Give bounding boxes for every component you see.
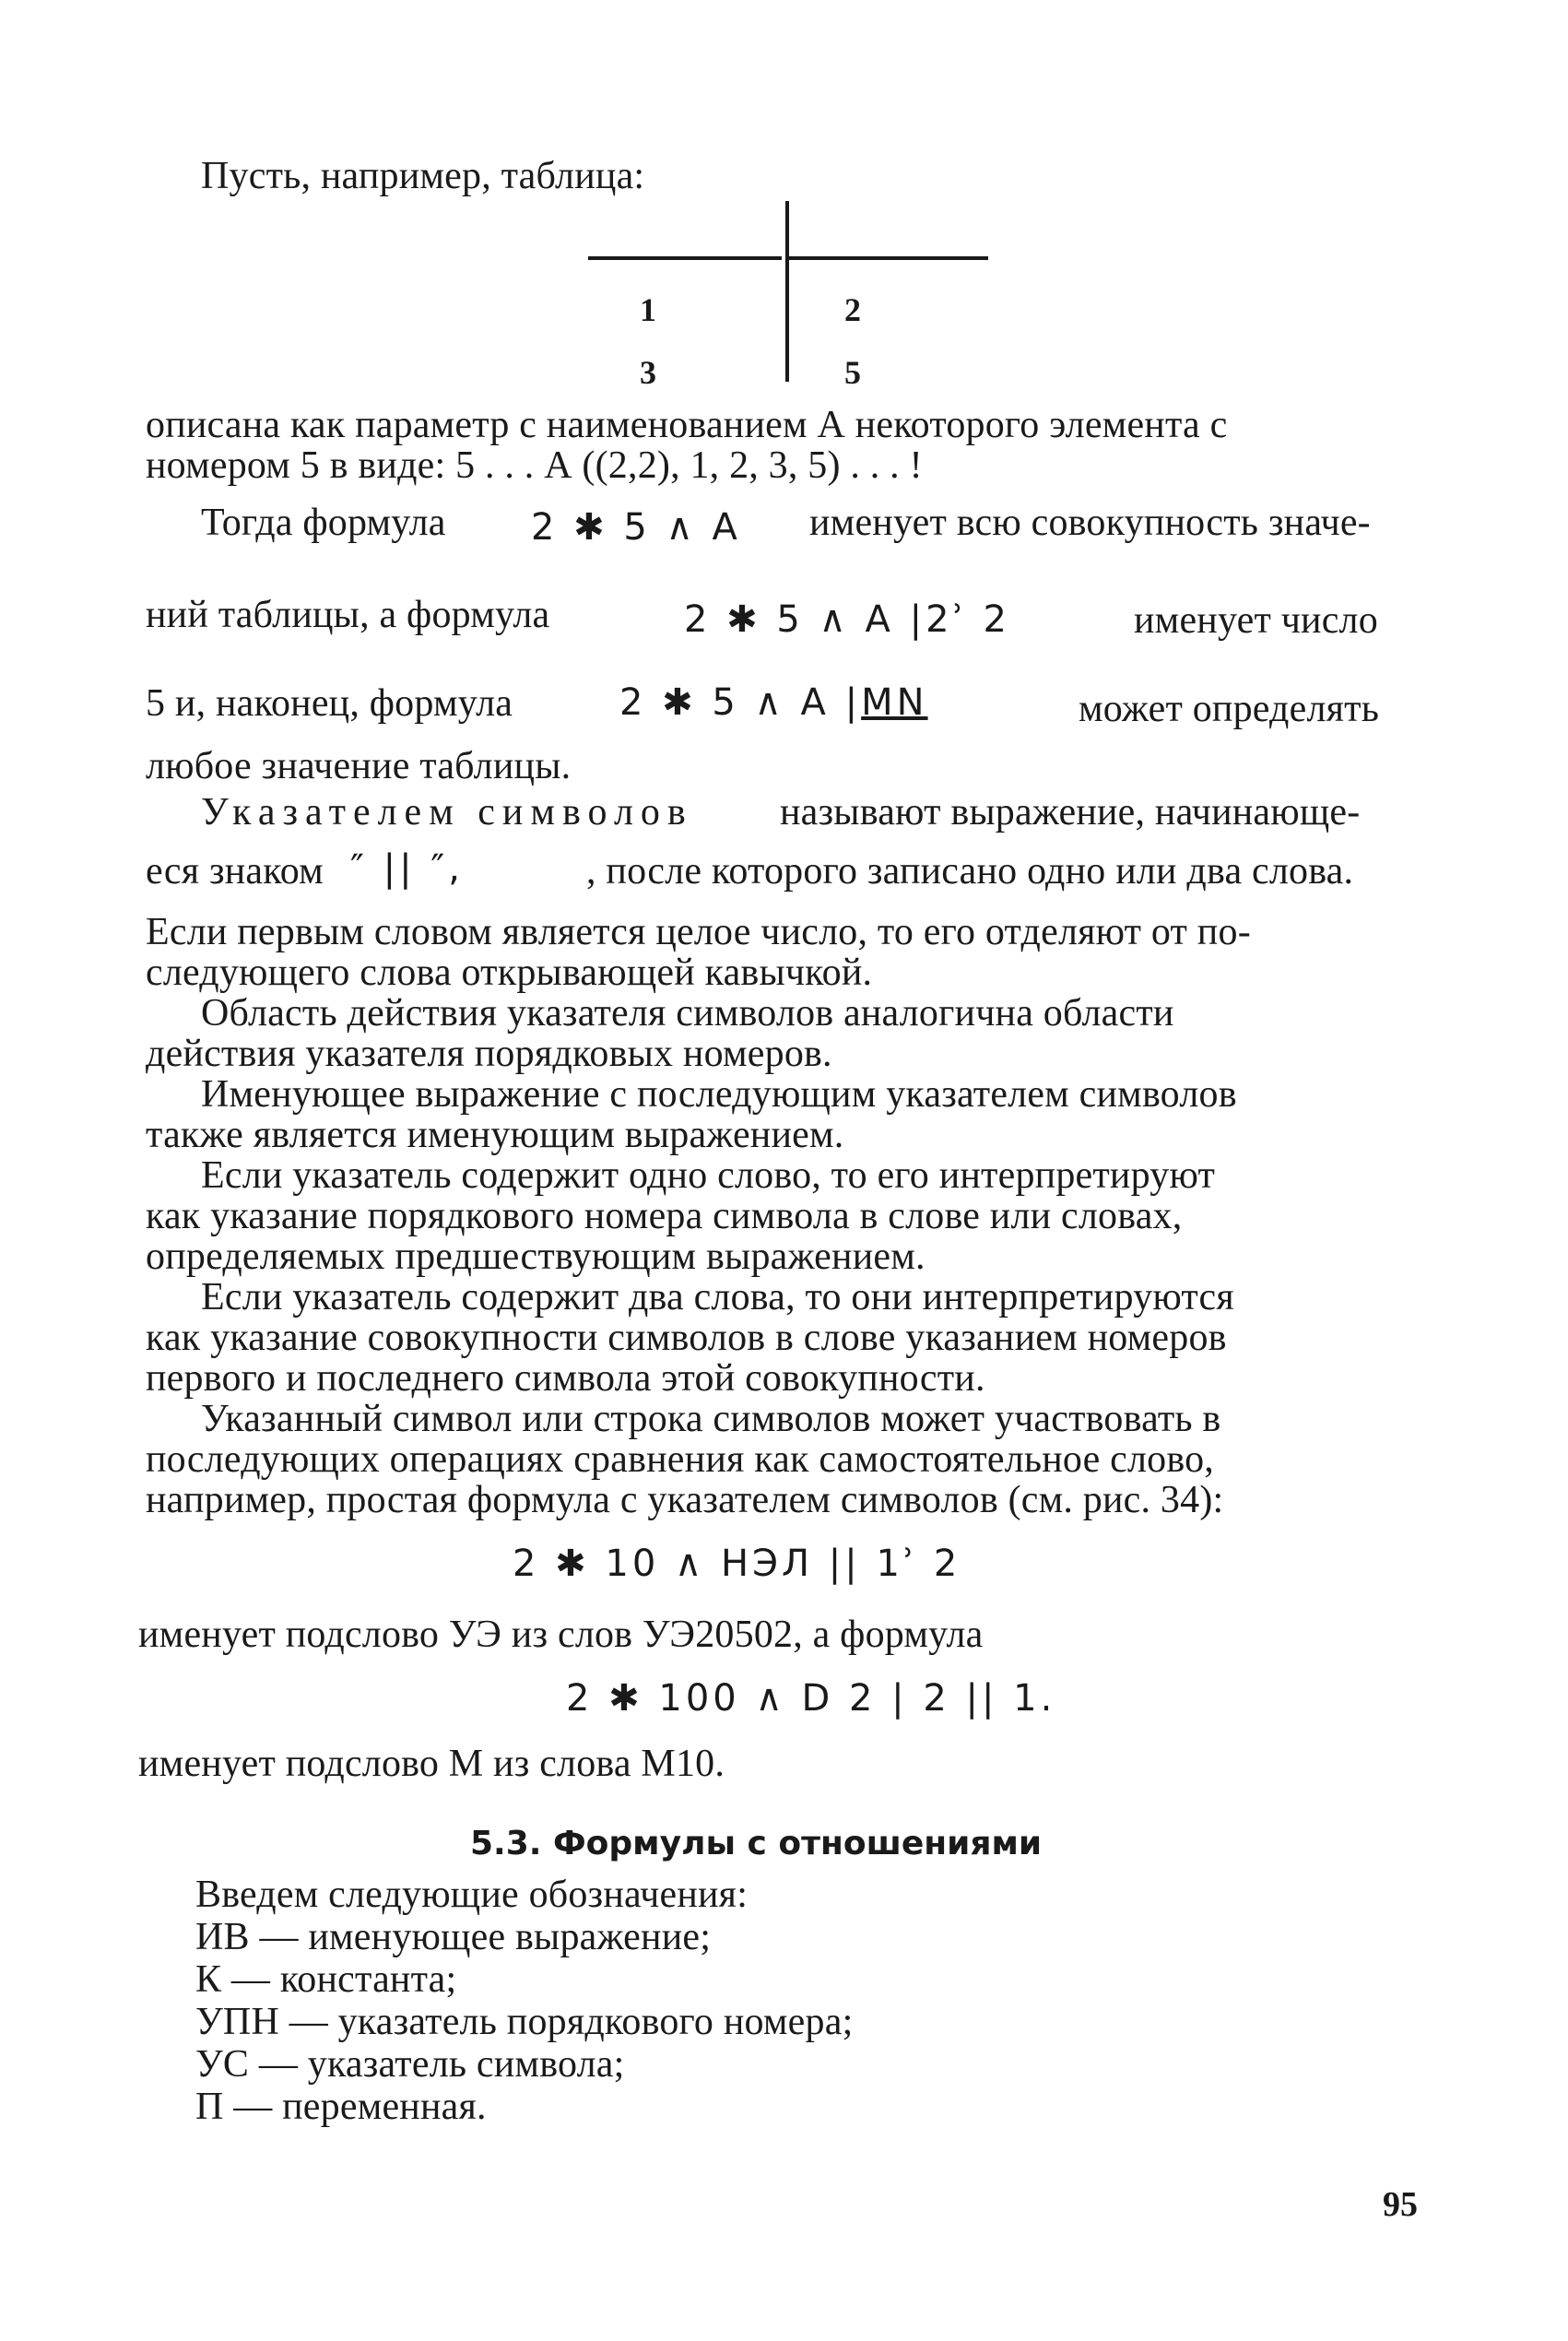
formula: 2 ✱ 100 ∧ D 2 | 2 || 1. xyxy=(566,1677,1056,1720)
table-cell: 5 xyxy=(844,354,861,391)
formula-underlined: MN xyxy=(861,681,928,724)
text-line: любое значение таблицы. xyxy=(146,745,572,787)
formula xyxy=(619,681,928,724)
definitions-intro: Введем следующие обозначения: xyxy=(195,1874,749,1916)
text-line: как указание порядкового номера символа в слове или словах, xyxy=(146,1195,1183,1237)
text-line: первого и последнего символа этой совокупности. xyxy=(146,1357,985,1400)
formula: 2 ✱ 5 ∧ А |2ʾ 2 xyxy=(684,598,1011,641)
text-line: Указанный символ или строка символов может участвовать в xyxy=(201,1398,1221,1440)
table-divider xyxy=(785,201,789,382)
text-line: Если указатель содержит одно слово, то его интерпретируют xyxy=(201,1154,1216,1197)
text-line: именует подслово М из слова М10. xyxy=(138,1743,725,1785)
text-line: последующих операциях сравнения как самостоятельное слово, xyxy=(146,1438,1214,1481)
text-line: как указание совокупности символов в слове указанием номеров xyxy=(146,1317,1227,1359)
table-cell: 1 xyxy=(640,291,656,328)
text-line: Область действия указателя символов аналогична области xyxy=(201,992,1174,1035)
text-line: 5 и, наконец, формула xyxy=(146,682,513,725)
formula-part: 2 ✱ 5 ∧ А | xyxy=(619,681,862,724)
page-number: 95 xyxy=(1383,2185,1418,2224)
table-rule-right xyxy=(789,256,988,260)
text-line: , после которого записано одно или два слова. xyxy=(586,850,1354,893)
formula: ″ || ″, xyxy=(350,847,464,890)
text-line: описана как параметр с наименованием А некоторого элемента с xyxy=(146,404,1228,446)
definition-item: П — переменная. xyxy=(195,2086,487,2128)
text-line: может определять xyxy=(1079,688,1380,730)
formula: 2 ✱ 5 ∧ А xyxy=(531,506,741,549)
text-line: ний таблицы, а формула xyxy=(146,594,550,636)
text-line: действия указателя порядковых номеров. xyxy=(146,1033,832,1075)
definition-item: УС — указатель символа; xyxy=(195,2043,625,2086)
text-line: именует подслово УЭ из слов УЭ20502, а формула xyxy=(138,1614,984,1656)
text-line: еся знаком xyxy=(146,850,324,893)
text-line: именует число xyxy=(1134,599,1378,642)
text-line: Именующее выражение с последующим указателем символов xyxy=(201,1073,1237,1116)
text-line: Если первым словом является целое число, то его отделяют от по- xyxy=(146,911,1251,953)
table-cell: 3 xyxy=(640,354,656,391)
formula: 2 ✱ 10 ∧ НЭЛ || 1ʾ 2 xyxy=(513,1543,961,1585)
table-cell: 2 xyxy=(844,291,861,328)
definition-item: УПН — указатель порядкового номера; xyxy=(195,2001,854,2043)
definition-item: К — константа; xyxy=(195,1958,457,2001)
intro-text: Пусть, например, таблица: xyxy=(201,155,645,197)
text-line: например, простая формула с указателем символов (см. рис. 34): xyxy=(146,1479,1224,1521)
text-line: определяемых предшествующим выражением. xyxy=(146,1236,925,1278)
text-line: Тогда формула xyxy=(201,502,446,544)
text-line: именует всю совокупность значе- xyxy=(809,502,1371,544)
table-rule-left xyxy=(588,256,782,260)
text-line: номером 5 в виде: 5 . . . А ((2,2), 1, 2, 3, 5) . . . ! xyxy=(146,444,923,487)
section-heading: 5.3. Формулы с отношениями xyxy=(470,1825,1043,1862)
text-line: называют выражение, начинающе- xyxy=(780,791,1361,834)
definition-item: ИВ — именующее выражение; xyxy=(195,1916,712,1958)
text-line: следующего слова открывающей кавычкой. xyxy=(146,952,873,994)
text-line: также является именующим выражением. xyxy=(146,1114,844,1156)
text-line: Если указатель содержит два слова, то они интерпретируются xyxy=(201,1276,1234,1318)
term-spaced: Указателем символов xyxy=(201,791,693,834)
